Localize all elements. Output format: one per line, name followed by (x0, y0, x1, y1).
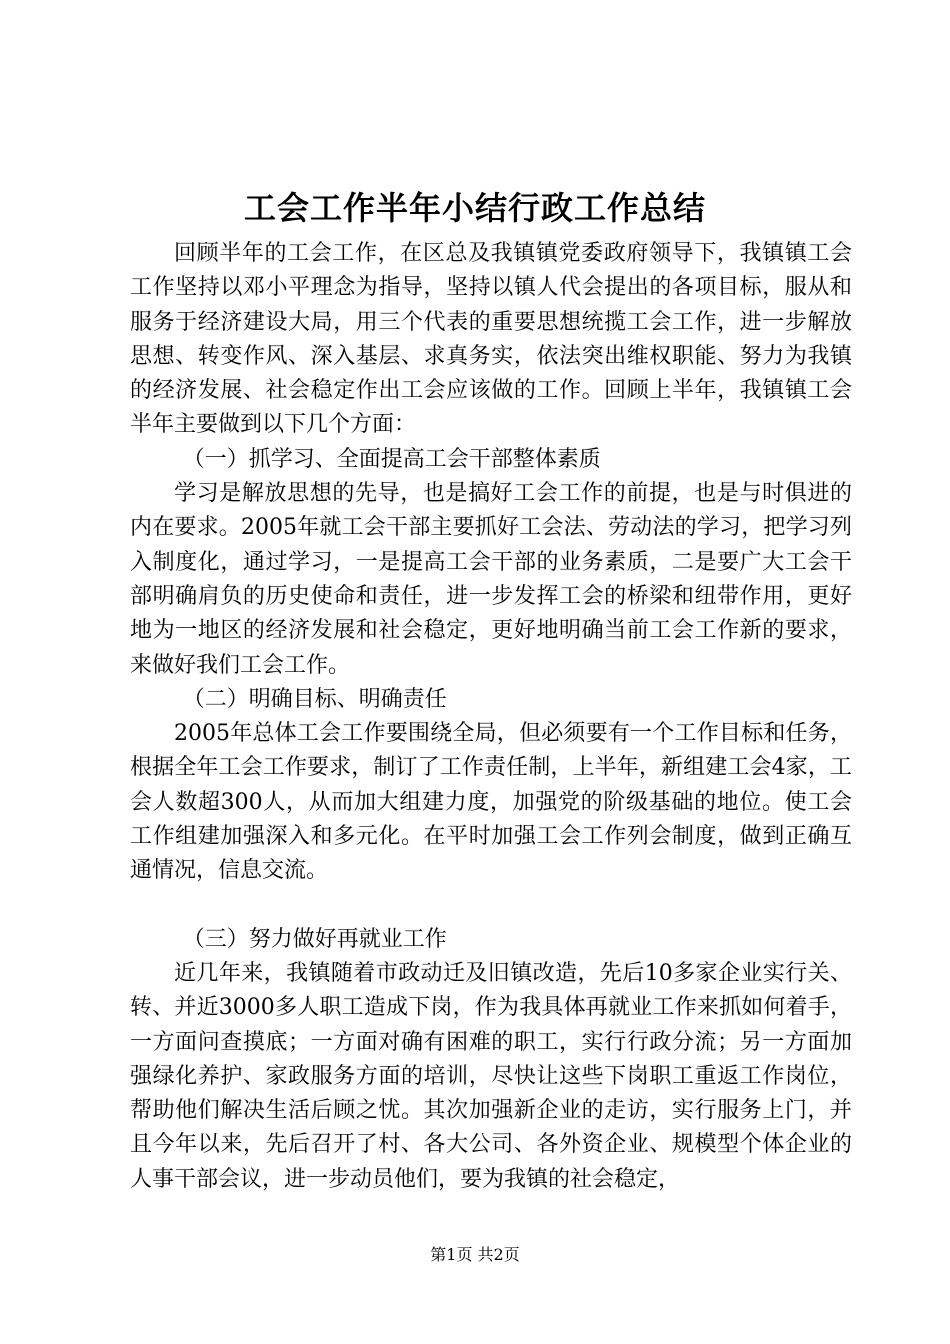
section-1-paragraph: 学习是解放思想的先导，也是搞好工会工作的前提，也是与时俱进的内在要求。2005年就工会干部主要抓好工会法、劳动法的学习，把学习列入制度化，通过学习，一是提高工会干部的业务素质，二是要广大工会干部明确肩负的历史使命和责任，进一步发挥工会的桥梁和纽带作用，更好地为一地区的经济发展和社会稳定，更好地明确当前工会工作新的要求，来做好我们工会工作。 (130, 481, 852, 678)
page-number-footer: 第1页 共2页 (430, 1245, 520, 1264)
document-body (130, 237, 852, 1197)
document-title: 工会工作半年小结行政工作总结 (243, 189, 706, 227)
section-3-paragraph: 近几年来，我镇随着市政动迁及旧镇改造，先后10多家企业实行关、转、并近3000多人职工造成下岗，作为我具体再就业工作来抓如何着手，一方面问查摸底；一方面对确有困难的职工，实行行政分流；另一方面加强绿化养护、家政服务方面的培训，尽快让这些下岗职工重返工作岗位，帮助他们解决生活后顾之忧。其次加强新企业的走访，实行服务上门，并且今年以来，先后召开了村、各大公司、各外资企业、规模型个体企业的人事干部会议，进一步动员他们，要为我镇的社会稳定， (130, 960, 852, 1192)
section-heading-1: （一）抓学习、全面提高工会干部整体素质 (182, 446, 601, 472)
section-2-paragraph: 2005年总体工会工作要围绕全局，但必须要有一个工作目标和任务，根据全年工会工作要求，制订了工作责任制，上半年，新组建工会4家，工会人数超300人，从而加大组建力度，加强党的阶级基础的地位。使工会工作组建加强深入和多元化。在平时加强工会工作列会制度，做到正确互通情况，信息交流。 (130, 721, 852, 884)
section-heading-2: （二）明确目标、明确责任 (182, 686, 447, 712)
section-heading-3: （三）努力做好再就业工作 (182, 926, 447, 952)
intro-paragraph: 回顾半年的工会工作，在区总及我镇镇党委政府领导下，我镇镇工会工作坚持以邓小平理念为指导，坚持以镇人代会提出的各项目标，服从和服务于经济建设大局，用三个代表的重要思想统揽工会工作，进一步解放思想、转变作风、深入基层、求真务实，依法突出维权职能、努力为我镇的经济发展、社会稳定作出工会应该做的工作。回顾上半年，我镇镇工会半年主要做到以下几个方面： (130, 241, 852, 438)
